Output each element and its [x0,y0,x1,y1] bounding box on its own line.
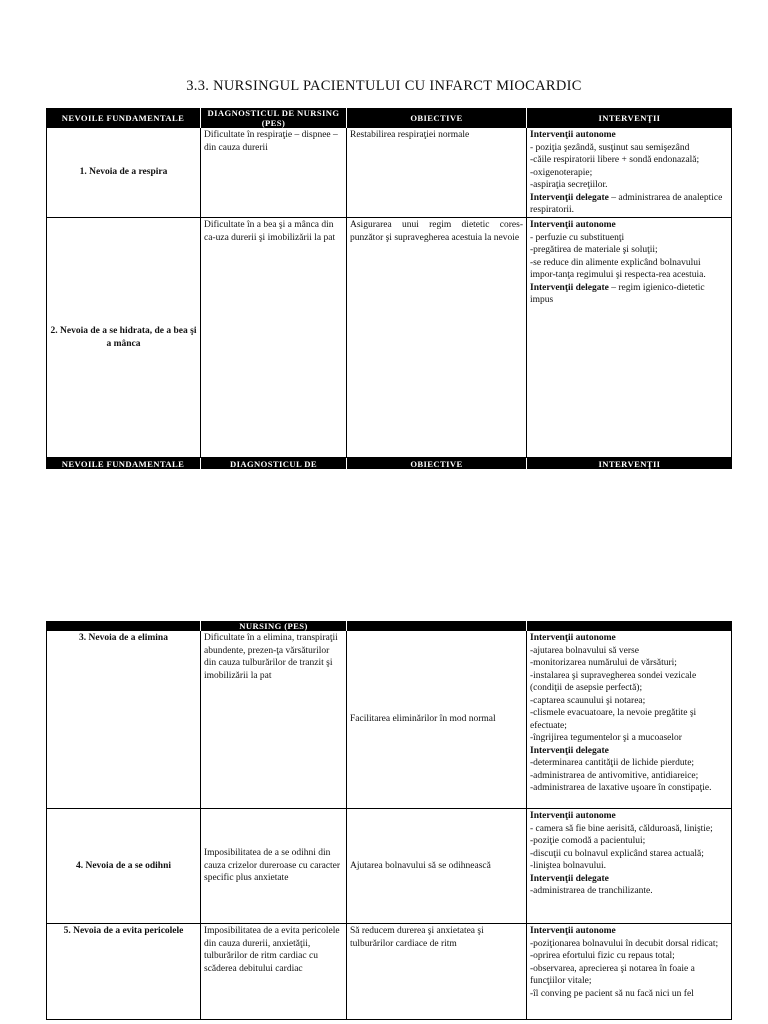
objective-cell: Asigurarea unui regim dietetic cores-punzător şi supravegherea acestuia la nevoie [346,218,526,458]
diagnosis-cell: Dificultate în respiraţie – dispnee – din cauza durerii [200,128,346,218]
intervention-lead: Intervenţii delegate [530,282,609,293]
intervention-line: Intervenţii autonome [530,926,616,936]
objective-text: Ajutarea bolnavului să se odihnească [350,860,491,871]
header-diagnosis-top: DIAGNOSTICUL DE [200,458,346,469]
intervention-line: Intervenţii autonome [530,633,616,643]
diagnosis-cell: Dificultate în a elimina, transpiraţii abundente, prezen-ţa vărsăturilor din cauza tulburărilor de tranzit şi imobilizării la pat [200,631,346,809]
intervention-line: - poziţia şezândă, susţinut sau semişezând [530,142,690,153]
need-cell: 3. Nevoia de a elimina [46,631,200,809]
intervention-line: Intervenţii autonome [530,130,616,140]
intervention-line: -aspiraţia secreţiilor. [530,180,608,190]
header-interventions: INTERVENŢII [526,108,732,128]
intervention-line: -administrarea de laxative uşoare în constipaţie. [530,783,712,793]
intervention-line: Intervenţii autonome [530,220,616,230]
intervention-line: - camera să fie bine aerisită, călduroasă, liniştie; [530,823,713,834]
table-row [46,924,732,1020]
need-cell: 5. Nevoia de a evita pericolele [46,924,200,1020]
need-cell: 4. Nevoia de a se odihni [46,809,200,924]
table-row [46,218,732,458]
diagnosis-cell: Dificultate în a bea şi a mânca din ca-uza durerii şi imobilizării la pat [200,218,346,458]
intervention-line: Intervenţii delegate [530,873,609,884]
diagnosis-cell [200,809,346,924]
header-objectives-empty [346,621,526,631]
header-interventions-empty [526,621,732,631]
intervention-line: -căile respiratorii libere + sondă endonazală; [530,155,700,165]
intervention-line: -liniştea bolnavului. [530,861,606,871]
need-cell: 1. Nevoia de a respira [46,128,200,218]
intervention-line: -observarea, aprecierea şi notarea în foaie a funcţiilor vitale; [530,963,695,986]
intervention-line: -se reduce din alimente explicând bolnavului impor-tanţa regimului şi respecta-rea acestuia. [530,257,706,280]
intervention-line: -oprirea efortului fizic cu repaus total; [530,951,675,961]
interventions-cell [526,128,732,218]
intervention-line: -poziţionarea bolnavului în decubit dorsal ridicat; [530,938,719,949]
intervention-line: -captarea scaunului şi notarea; [530,695,646,706]
care-plan-table-part-2 [46,621,732,1020]
intervention-line [530,282,728,307]
interventions-cell [526,631,732,809]
intervention-line: -ajutarea bolnavului să verse [530,645,639,656]
header-objectives: OBIECTIVE [346,108,526,128]
header-needs: NEVOILE FUNDAMENTALE [61,458,185,469]
table-row [46,631,732,809]
intervention-line: -administrarea de antivomitive, antidiareice; [530,770,699,781]
header-needs: NEVOILE FUNDAMENTALE [61,113,185,123]
diagnosis-text: Imposibilitatea de a se odihni din cauza crizelor dureroase cu caracter specific plus anxietate [204,848,341,884]
intervention-line: -clismele evacuatoare, la nevoie pregătite şi efectuate; [530,708,697,731]
table-header-row-continued [46,621,732,631]
need-cell: 2. Nevoia de a se hidrata, de a bea şi a mânca [46,218,200,458]
table-row [46,128,732,218]
objective-text: Facilitarea eliminărilor în mod normal [350,714,496,725]
intervention-line: -discuţii cu bolnavul explicând starea actuală; [530,848,704,859]
interventions-cell [526,809,732,924]
intervention-line: Intervenţii delegate [530,745,609,756]
care-plan-table-part-1 [46,108,732,469]
intervention-line [530,192,728,217]
header-needs-empty [46,621,200,631]
intervention-line: -îl conving pe pacient să nu facă nici un fel [530,988,694,999]
intervention-text: – administrarea de analeptice respiratorii. [530,192,723,215]
intervention-line: -monitorizarea numărului de vărsături; [530,658,677,668]
header-objectives: OBIECTIVE [346,458,526,469]
objective-cell [346,809,526,924]
intervention-line: -îngrijirea tegumentelor şi a mucoaselor [530,733,682,743]
interventions-cell [526,218,732,458]
table-header-row-repeat [46,458,732,469]
intervention-line: Intervenţii autonome [530,811,616,821]
table-header-row [46,108,732,128]
intervention-line: -determinarea cantităţii de lichide pierdute; [530,758,695,768]
objective-cell: Să reducem durerea şi anxietatea şi tulburărilor cardiace de ritm [346,924,526,1020]
objective-cell: Restabilirea respiraţiei normale [346,128,526,218]
intervention-line: -oxigenoterapie; [530,167,593,178]
intervention-text: – regim igienico-dietetic impus [530,282,705,305]
header-diagnosis-bottom: NURSING (PES) [200,621,346,631]
page-title: 3.3. NURSINGUL PACIENTULUI CU INFARCT MIOCARDIC [186,78,582,94]
intervention-line: -poziţie comodă a pacientului; [530,836,646,846]
intervention-line: - perfuzie cu substituenţi [530,232,625,243]
table-row [46,809,732,924]
objective-cell [346,631,526,809]
header-interventions: INTERVENŢII [526,458,732,469]
intervention-lead: Intervenţii delegate [530,192,609,203]
header-diagnosis: DIAGNOSTICUL DE NURSING (PES) [200,108,346,128]
diagnosis-cell: Imposibilitatea de a evita pericolele din cauza durerii, anxietăţii, tulburărilor de ritm cardiac cu scăderea debitului cardiac [200,924,346,1020]
interventions-cell [526,924,732,1020]
intervention-line: -instalarea şi supravegherea sondei vezicale (condiţii de asepsie perfectă); [530,670,697,693]
intervention-line: -administrarea de tranchilizante. [530,886,653,896]
intervention-line: -pregătirea de materiale şi soluţii; [530,245,658,255]
